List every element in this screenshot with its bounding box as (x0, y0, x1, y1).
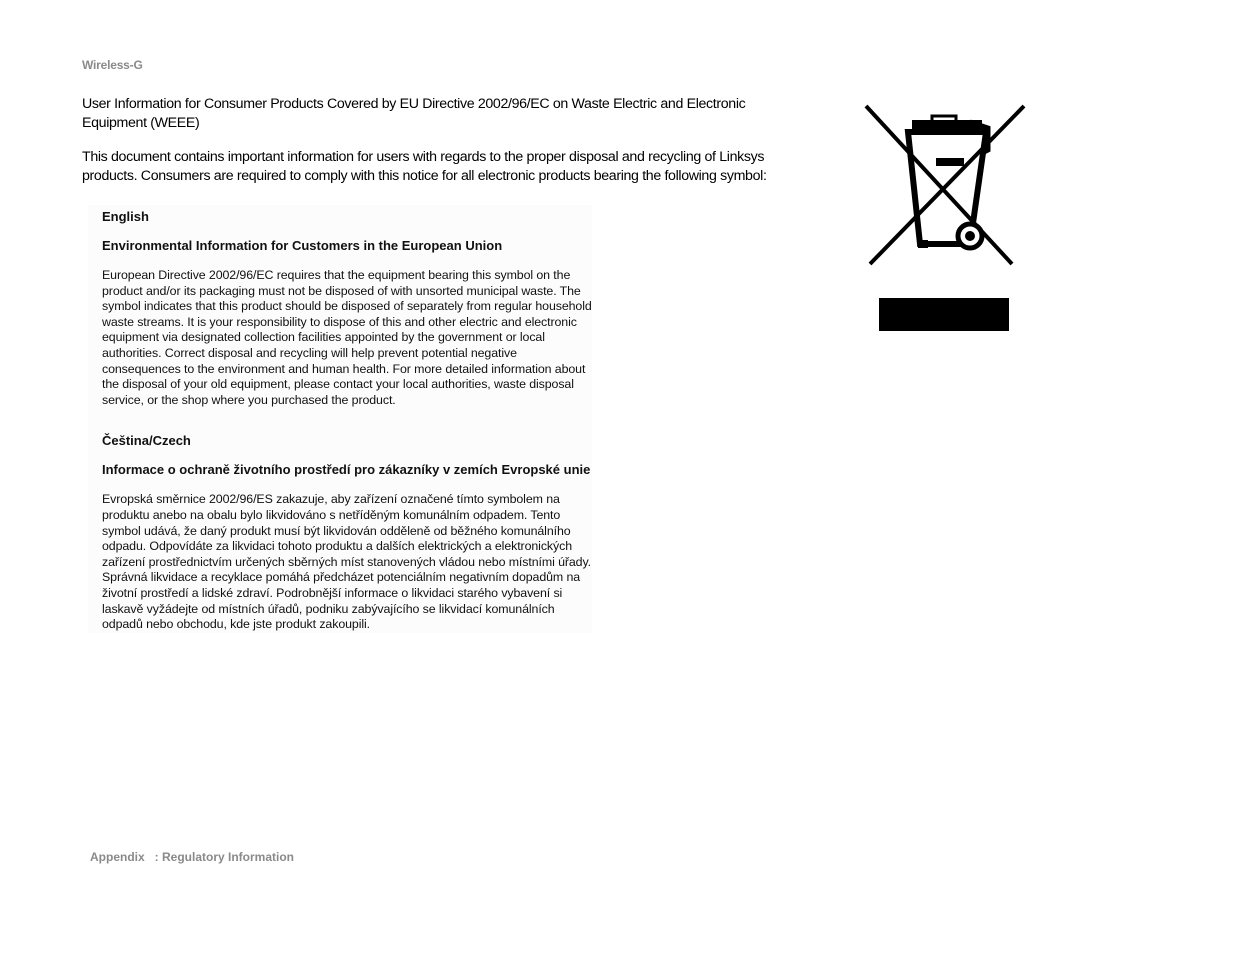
notice-czech (102, 433, 592, 632)
footer-title: : Regulatory Information (154, 850, 295, 864)
weee-black-bar (879, 298, 1009, 331)
language-title: Čeština/Czech (102, 433, 191, 449)
crossed-out-wheelie-bin-icon (862, 100, 1028, 270)
notice-english (102, 209, 592, 408)
notice-subtitle: Environmental Information for Customers in the European Union (102, 238, 503, 253)
document-heading: User Information for Consumer Products Covered by EU Directive 2002/96/EC on Waste Electric and Electronic Equipment (WEEE) (82, 96, 746, 131)
notice-subtitle: Informace o ochraně životního prostředí pro zákazníky v zemích Evropské unie (102, 462, 591, 478)
running-header: Wireless-G (82, 58, 143, 72)
notice-body: Evropská směrnice 2002/96/ES zakazuje, aby zařízení označené tímto symbolem na produktu anebo na obalu bylo likvidováno s netříděným komunálním odpadem. Tento symbol udává, že daný produkt musí být likvidován odděleně od běžného komunálního odpadu. Odpovídáte za likvidaci tohoto produktu a dalších elektrických a elektronických zařízení prostřednictvím určených sběrných míst stanovených vládou nebo místními úřady. Správná likvidace a recyklace pomáhá předcházet potenciálním negativním dopadům na životní prostředí a lidské zdraví. Podrobnější informace o likvidaci starého vybavení si laskavě vyžádejte od místních úřadů, podniku zabývajícího se likvidací komunálních odpadů nebo obchodu, kde jste produkt zakoupili. (102, 492, 591, 632)
page-footer (90, 850, 294, 864)
weee-notice-panel (88, 205, 592, 633)
language-title: English (102, 209, 149, 224)
notice-body: European Directive 2002/96/EC requires that the equipment bearing this symbol on the product and/or its packaging must not be disposed of with unsorted municipal waste. The symbol indicates that this product should be disposed of separately from regular household waste streams. It is your responsibility to dispose of this and other electric and electronic equipment via designated collection facilities appointed by the government or local authorities. Correct disposal and recycling will help prevent potential negative consequences to the environment and human health. For more detailed information about the disposal of your old equipment, please contact your local authorities, waste disposal service, or the shop where you purchased the product. (102, 268, 592, 407)
intro-paragraph: This document contains important information for users with regards to the proper disposal and recycling of Linksys products. Consumers are required to comply with this notice for all electronic products bearing the following symbol: (82, 149, 767, 184)
footer-section: Appendix (90, 850, 145, 864)
